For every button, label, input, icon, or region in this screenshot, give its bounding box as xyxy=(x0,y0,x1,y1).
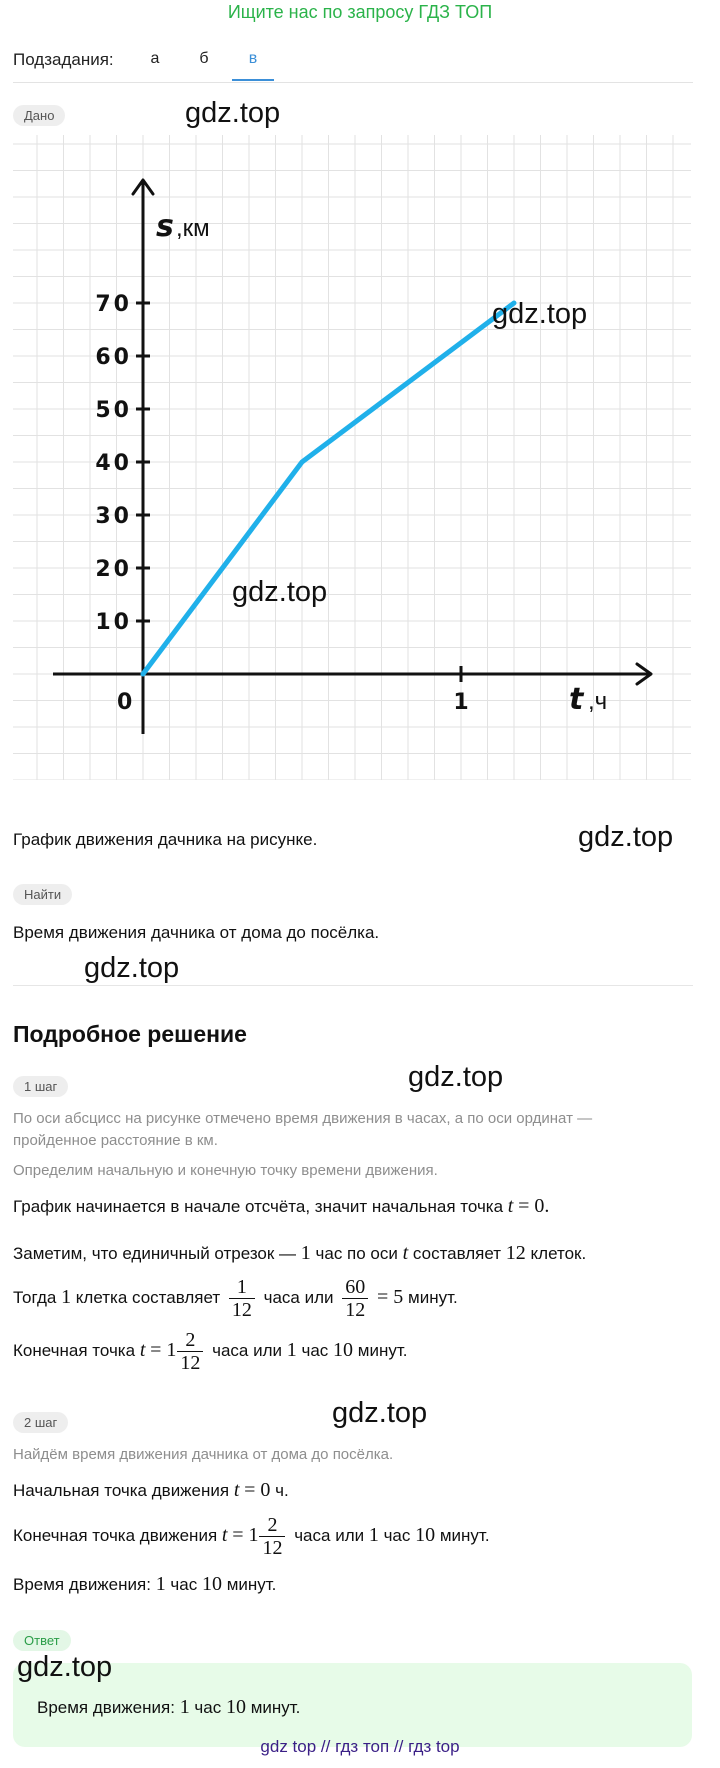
watermark: gdz.top xyxy=(232,576,328,608)
tab-a[interactable]: а xyxy=(150,50,160,67)
x-axis-label-unit: ,ч xyxy=(588,688,608,715)
y-tick-label: 50 xyxy=(95,398,132,423)
watermark: gdz.top xyxy=(17,1651,113,1683)
x-axis-label xyxy=(569,682,607,717)
step2-gray: Найдём время движения дачника от дома до посёлка. xyxy=(13,1446,394,1463)
step1-gray-1: По оси абсцисс на рисунке отмечено время движения в часах, а по оси ординат — пройденное расстояние в км. xyxy=(13,1110,593,1149)
step1-line-4: Конечная точка t = 1 $\frac{2}{12}$ часа или 1 час 10 минут. xyxy=(13,1329,408,1374)
step1-gray-2: Определим начальную и конечную точку времени движения. xyxy=(13,1162,438,1179)
given-caption: График движения дачника на рисунке. xyxy=(13,830,318,849)
subtasks-label: Подзадания: xyxy=(13,50,114,69)
y-axis-label xyxy=(156,209,210,244)
step1-line-2: Заметим, что единичный отрезок — 1 час по оси t составляет 12 клеток. xyxy=(13,1242,587,1264)
given-pill: Дано xyxy=(13,105,65,126)
find-pill: Найти xyxy=(13,884,72,905)
y-tick-label: 60 xyxy=(95,345,132,370)
find-text: Время движения дачника от дома до посёлка. xyxy=(13,923,380,942)
y-tick-label: 10 xyxy=(95,610,132,635)
section-divider xyxy=(13,985,693,986)
watermark: gdz.top xyxy=(332,1397,428,1429)
answer-text: Время движения: 1 час 10 минут. xyxy=(37,1696,301,1718)
watermark: gdz.top xyxy=(185,97,281,129)
step1-line-3: Тогда 1 клетка составляет $\frac{1}{12}$ часа или $\frac{60}{12}$ = 5 минут. xyxy=(13,1276,458,1321)
step2-line-2: Конечная точка движения t = 1 $\frac{2}{12}$ часа или 1 час 10 минут. xyxy=(13,1514,490,1559)
step2-line-3: Время движения: 1 час 10 минут. xyxy=(13,1573,277,1595)
fraction: $\frac{2}{12}$ xyxy=(259,1514,285,1559)
step1-pill: 1 шаг xyxy=(13,1076,68,1097)
motion-graph xyxy=(13,135,691,780)
y-tick-label: 40 xyxy=(95,451,132,476)
x-axis-label-letter: t xyxy=(569,682,584,717)
step2-line-1: Начальная точка движения t = 0 ч. xyxy=(13,1479,289,1501)
tab-b[interactable]: б xyxy=(199,50,209,67)
active-tab-underline xyxy=(232,79,274,81)
step1-line-1: График начинается в начале отсчёта, значит начальная точка t = 0. xyxy=(13,1195,550,1217)
fraction: $\frac{60}{12}$ xyxy=(342,1276,368,1321)
y-axis-label-unit: ,км xyxy=(176,215,210,242)
y-tick-label: 20 xyxy=(95,557,132,582)
watermark: gdz.top xyxy=(84,952,180,984)
answer-pill: Ответ xyxy=(13,1630,71,1651)
fraction: $\frac{1}{12}$ xyxy=(229,1276,255,1321)
watermark: gdz.top xyxy=(492,298,588,330)
y-tick-label: 30 xyxy=(95,504,132,529)
solution-heading: Подробное решение xyxy=(13,1021,247,1047)
watermark: gdz.top xyxy=(408,1061,504,1093)
watermark: gdz.top xyxy=(578,821,674,853)
origin-label: 0 xyxy=(117,690,133,715)
y-axis-label-letter: s xyxy=(156,209,174,244)
subtask-tabs xyxy=(13,48,693,83)
tab-v[interactable]: в xyxy=(248,50,258,67)
fraction: $\frac{2}{12}$ xyxy=(177,1329,203,1374)
step2-pill: 2 шаг xyxy=(13,1412,68,1433)
y-tick-label: 70 xyxy=(95,292,132,317)
footer-links[interactable]: gdz top // гдз топ // гдз top xyxy=(260,1737,460,1756)
top-banner: Ищите нас по запросу ГДЗ ТОП xyxy=(227,2,493,22)
y-axis xyxy=(133,180,153,734)
x-tick-label: 1 xyxy=(453,690,469,715)
